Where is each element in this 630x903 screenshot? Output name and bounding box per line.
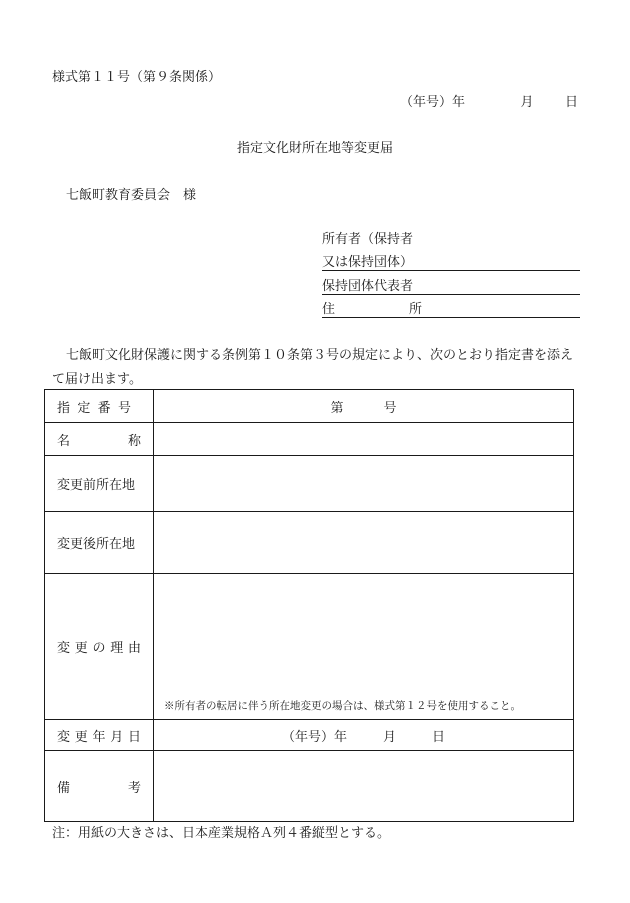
- date-month: 月: [520, 95, 534, 110]
- row-designation-number: [45, 390, 574, 423]
- change-date-field[interactable]: [154, 720, 574, 751]
- group-representative-line: 保持団体代表者: [322, 275, 580, 295]
- label-reason: 変 更 の 理 由: [45, 574, 154, 720]
- row-remarks: [45, 751, 574, 822]
- change-date-month: 月: [382, 729, 396, 745]
- submission-date: [400, 91, 578, 110]
- owner-or-group-line: 又は保持団体）: [322, 251, 580, 271]
- location-before-field[interactable]: [154, 456, 574, 512]
- row-name: [45, 423, 574, 456]
- label-remarks: 備 考: [45, 751, 154, 822]
- date-era-year: （年号）年: [400, 95, 466, 110]
- address-label-first: 住: [322, 302, 336, 317]
- number-prefix: 第: [330, 400, 344, 416]
- change-date-era-year: （年号）年: [281, 729, 347, 745]
- designation-number-field[interactable]: [154, 390, 574, 423]
- intro-paragraph: 七飯町文化財保護に関する条例第１０条第３号の規定により、次のとおり指定書を添えて届け出ます。: [52, 348, 574, 387]
- row-location-after: [45, 512, 574, 574]
- label-name: 名 称: [45, 423, 154, 456]
- date-day: 日: [564, 95, 578, 110]
- label-location-after: 変更後所在地: [45, 512, 154, 574]
- change-date-day: 日: [432, 729, 446, 745]
- owner-label: 所有者（保持者: [322, 232, 414, 247]
- label-change-date: 変 更 年 月 日: [45, 720, 154, 751]
- report-table: [44, 389, 574, 822]
- footnote: 注：用紙の大きさは、日本産業規格Ａ列４番縦型とする。: [52, 826, 391, 841]
- remarks-field[interactable]: [154, 751, 574, 822]
- address-label-second: 所: [409, 302, 423, 317]
- number-suffix: 号: [383, 400, 397, 416]
- form-number: 様式第１１号（第９条関係）: [52, 70, 222, 85]
- name-field[interactable]: [154, 423, 574, 456]
- document-title: 指定文化財所在地等変更届: [236, 141, 393, 156]
- label-location-before: 変更前所在地: [45, 456, 154, 512]
- row-change-date: [45, 720, 574, 751]
- row-location-before: [45, 456, 574, 512]
- label-designation-number: 指 定 番 号: [45, 390, 154, 423]
- address-line: [322, 298, 580, 318]
- addressee: 七飯町教育委員会 様: [66, 188, 197, 203]
- reason-field[interactable]: [154, 574, 574, 720]
- location-after-field[interactable]: [154, 512, 574, 574]
- reason-note: ※所有者の転居に伴う所在地変更の場合は、様式第１２号を使用すること。: [164, 700, 521, 712]
- row-reason: [45, 574, 574, 720]
